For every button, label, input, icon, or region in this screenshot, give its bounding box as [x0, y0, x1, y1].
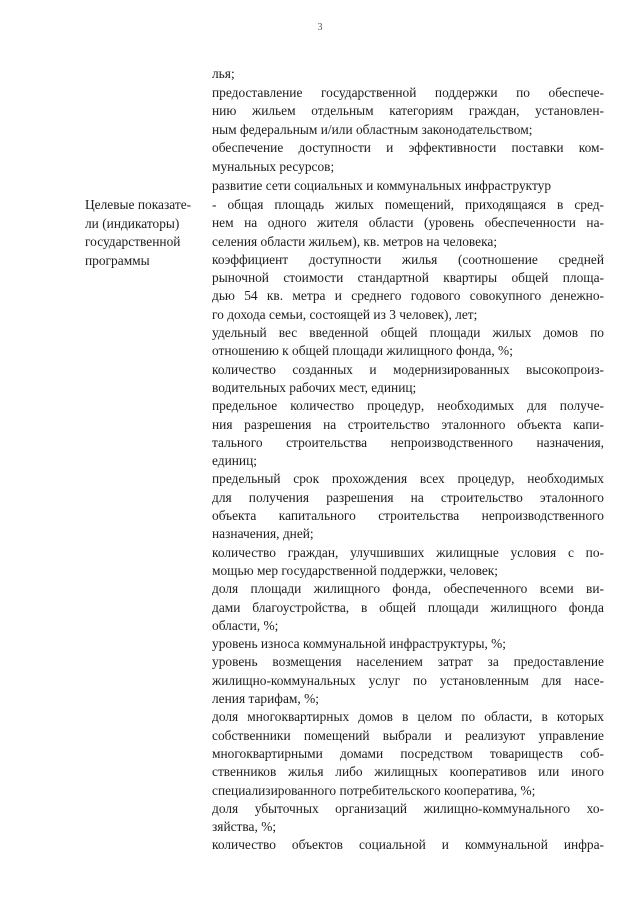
indicator-text-line: го дохода семьи, состоящей из 3 человек), лет;	[212, 306, 478, 322]
goals-text-line: развитие сети социальных и коммунальных инфраструктур	[212, 177, 552, 193]
goals-continuation-block	[212, 65, 604, 195]
section-label-line: программы	[85, 252, 150, 268]
goals-text-line: предоставление государственной поддержки по обеспече-	[212, 84, 604, 100]
indicator-text-line: ственников жилья либо жилищных кооперативов или иного	[212, 764, 604, 780]
indicator-text-line: единиц;	[212, 453, 257, 469]
indicator-text-line: специализированного потребительского кооператива, %;	[212, 782, 536, 798]
indicator-text-line: назначения, дней;	[212, 526, 314, 542]
section-label-line: Целевые показате-	[85, 197, 192, 212]
indicator-text-line: объекта капитального строительства непроизводственного	[212, 508, 604, 524]
indicator-text-line: тального строительства непроизводственного назначения,	[212, 434, 604, 450]
indicator-text-line: коэффициент доступности жилья (соотношение средней	[212, 251, 604, 267]
indicator-text-line: доля площади жилищного фонда, обеспеченного всеми ви-	[212, 581, 604, 597]
indicator-text-line: предельное количество процедур, необходимых для получе-	[212, 398, 604, 414]
goals-text-line: ным федеральным и/или областным законодательством;	[212, 121, 533, 137]
goals-text-line: мунальных ресурсов;	[212, 158, 335, 174]
page-number: 3	[317, 22, 323, 33]
indicator-text-line: ния разрешения на строительство эталонного объекта капи-	[212, 416, 604, 432]
indicator-text-line: собственники помещений выбрали и реализуют управление	[212, 727, 604, 743]
indicator-text-line: доля убыточных организаций жилищно-коммунального хо-	[212, 800, 604, 816]
indicator-text-line: удельный вес введенной общей площади жилых домов по	[212, 325, 604, 341]
indicator-text-line: количество созданных и модернизированных высокопроиз-	[212, 361, 604, 377]
indicator-text-line: мощью мер государственной поддержки, человек;	[212, 562, 499, 578]
indicator-text-line: нем на одного жителя области (уровень обеспеченности на-	[212, 215, 604, 231]
indicator-text-line: количество граждан, улучшивших жилищные условия с по-	[212, 544, 604, 560]
indicator-text-line: уровень износа коммунальной инфраструктуры, %;	[212, 636, 507, 652]
indicator-text-line: селения области жильем), кв. метров на человека;	[212, 233, 498, 249]
indicator-text-line: водительных рабочих мест, единиц;	[212, 379, 417, 395]
goals-text-line: нию жильем отдельным категориям граждан, установлен-	[212, 103, 604, 119]
goals-text-line: обеспечение доступности и эффективности поставки ком-	[212, 140, 604, 156]
indicator-text-line: многоквартирными домами посредством товариществ соб-	[212, 745, 604, 761]
section-label-line: ли (индикаторы)	[85, 215, 180, 231]
indicator-text-line: дами благоустройства, в общей площади жилищного фонда	[212, 599, 604, 615]
indicator-text-line: зяйства, %;	[212, 819, 277, 835]
indicator-text-line: количество объектов социальной и коммунальной инфра-	[212, 837, 604, 853]
section-label-line: государственной	[85, 234, 181, 250]
section-label	[85, 196, 203, 270]
goals-text-line: лья;	[212, 66, 235, 81]
indicator-text-line: доля многоквартирных домов в целом по области, в которых	[212, 709, 604, 725]
indicator-text-line: уровень возмещения населением затрат за предоставление	[212, 654, 604, 670]
indicator-text-line: рыночной стоимости стандартной квартиры общей площа-	[212, 270, 604, 286]
target-indicators-list	[212, 196, 604, 855]
indicator-text-line: для получения разрешения на строительство эталонного	[212, 489, 604, 505]
indicator-text-line: - общая площадь жилых помещений, приходящаяся в сред-	[212, 197, 604, 212]
indicator-text-line: жилищно-коммунальных услуг по установленным для насе-	[212, 672, 604, 688]
indicator-text-line: области, %;	[212, 617, 279, 633]
indicator-text-line: дью 54 кв. метра и среднего годового совокупного денежно-	[212, 288, 604, 304]
indicator-text-line: ления тарифам, %;	[212, 691, 319, 707]
indicator-text-line: предельный срок прохождения всех процедур, необходимых	[212, 471, 604, 487]
indicator-text-line: отношению к общей площади жилищного фонда, %;	[212, 343, 513, 359]
